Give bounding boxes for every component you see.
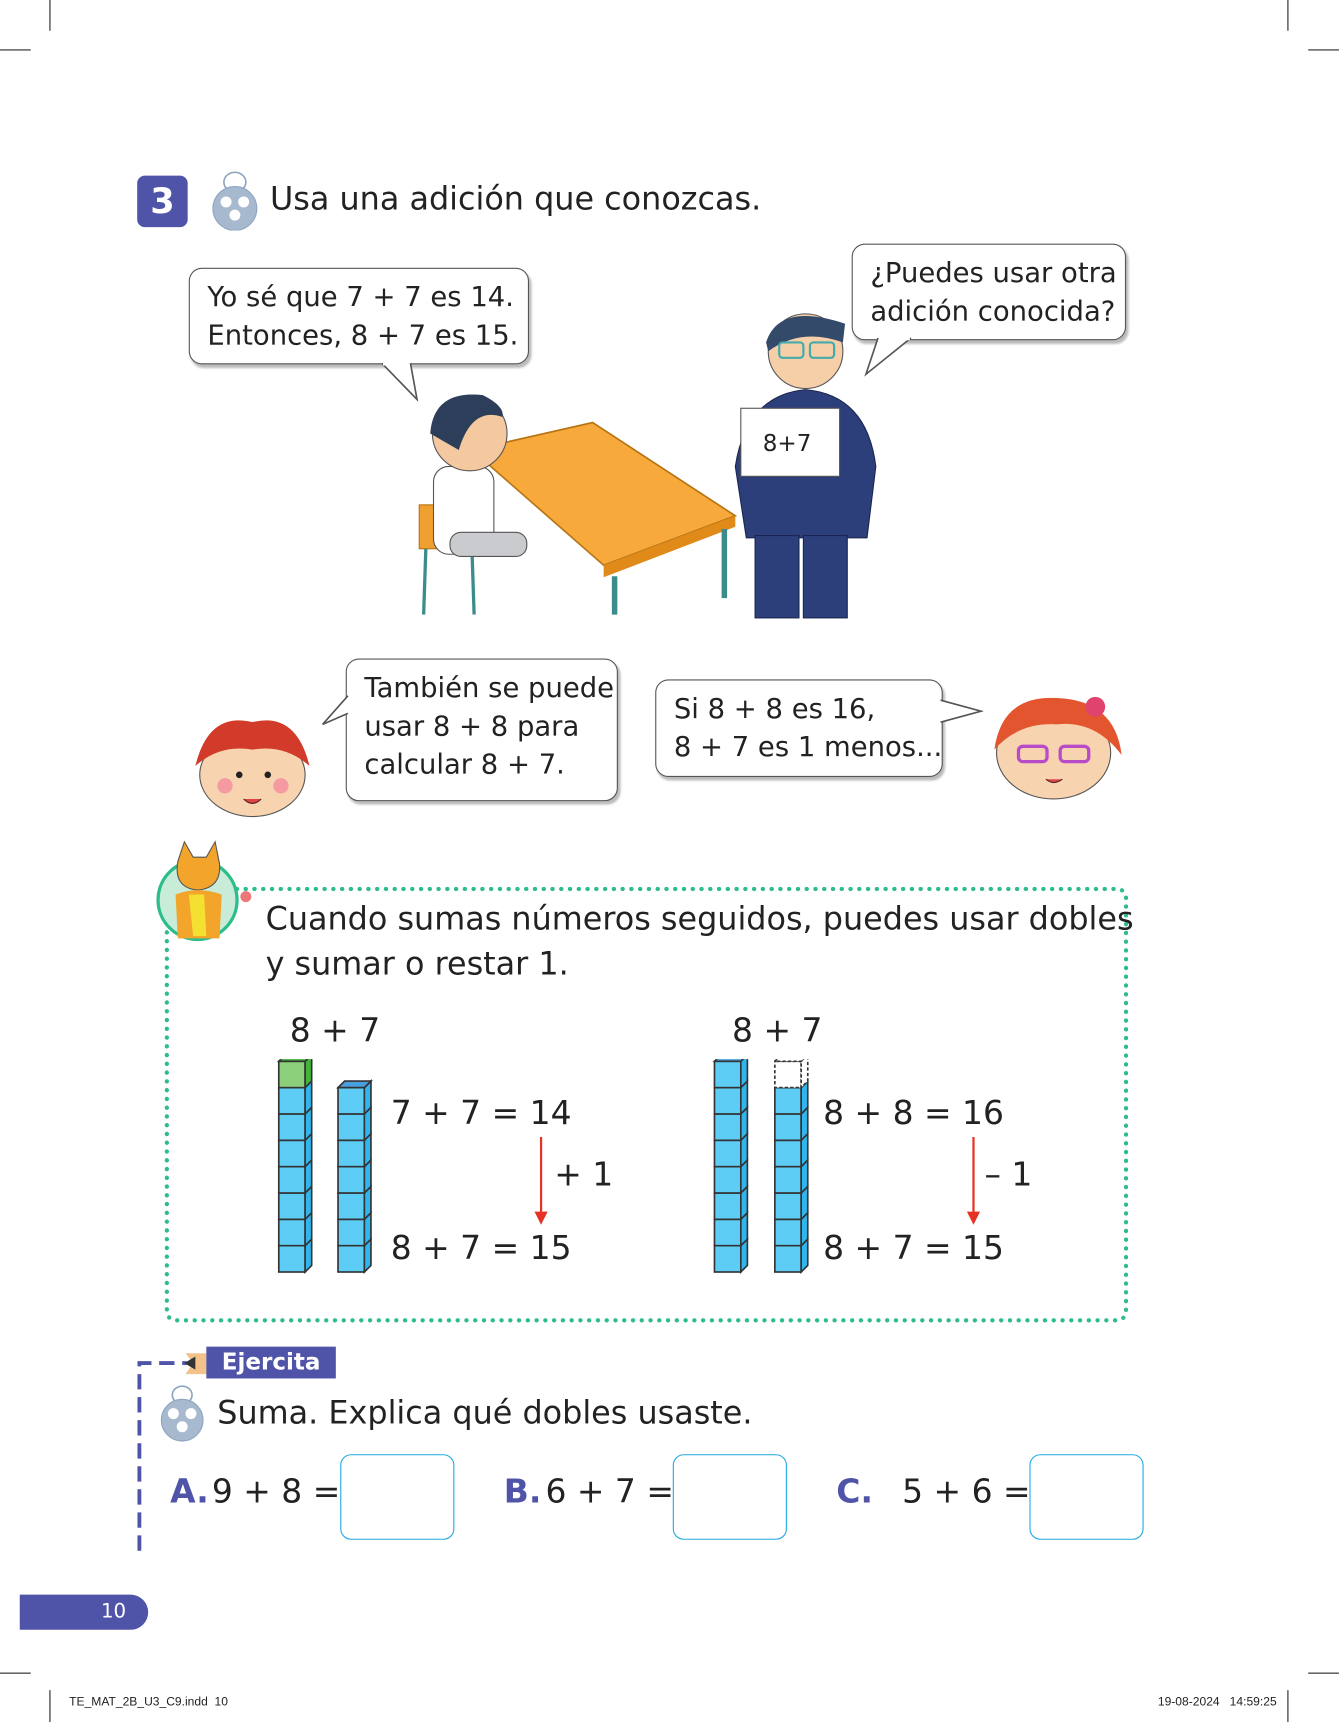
item-b-answer-box[interactable] bbox=[673, 1454, 787, 1540]
footer-file: TE_MAT_2B_U3_C9.indd 10 bbox=[69, 1695, 228, 1709]
group-work-icon bbox=[157, 1381, 207, 1442]
item-c-letter: C. bbox=[836, 1472, 873, 1512]
right-model-title: 8 + 7 bbox=[732, 1011, 823, 1051]
cube-towers-right bbox=[710, 1059, 820, 1278]
right-equation-1: 8 + 8 = 16 bbox=[823, 1094, 1004, 1133]
page-number: 10 bbox=[100, 1600, 127, 1624]
item-a-expression: 9 + 8 = bbox=[211, 1472, 341, 1512]
ejercita-label: Ejercita bbox=[206, 1347, 336, 1379]
bubble-tail bbox=[939, 698, 983, 731]
cat-mascot-icon bbox=[154, 840, 258, 944]
bubble-line: ¿Puedes usar otra bbox=[870, 256, 1117, 289]
practice-instruction: Suma. Explica qué dobles usaste. bbox=[217, 1393, 753, 1432]
down-arrow-icon bbox=[532, 1137, 550, 1227]
left-equation-2: 8 + 7 = 15 bbox=[390, 1229, 572, 1268]
missing-cube bbox=[775, 1059, 808, 1088]
cube-towers-left bbox=[274, 1059, 384, 1278]
crop-mark bbox=[49, 1690, 50, 1722]
bubble-line: También se puede bbox=[364, 671, 615, 704]
bubble-line: usar 8 + 8 para bbox=[364, 710, 580, 742]
crop-mark bbox=[0, 1673, 31, 1674]
footer-timestamp: 19-08-2024 14:59:25 bbox=[1157, 1695, 1277, 1709]
speech-bubble-student2 bbox=[346, 659, 618, 802]
bubble-line: adición conocida? bbox=[870, 295, 1116, 328]
exercise-number-badge: 3 bbox=[137, 176, 187, 228]
item-a-letter: A. bbox=[170, 1472, 209, 1512]
item-c-answer-box[interactable] bbox=[1029, 1454, 1143, 1540]
crop-mark bbox=[1308, 1673, 1339, 1674]
speech-bubble-teacher bbox=[852, 244, 1126, 341]
bubble-line: Yo sé que 7 + 7 es 14. bbox=[207, 280, 514, 313]
unit-cube bbox=[279, 1059, 312, 1088]
crop-mark bbox=[0, 49, 31, 50]
unit-cube bbox=[338, 1081, 371, 1114]
crop-mark bbox=[1287, 1690, 1288, 1722]
girl-avatar bbox=[986, 689, 1131, 803]
item-b-expression: 6 + 7 = bbox=[545, 1472, 674, 1512]
teacher-sign-text: 8+7 bbox=[762, 431, 812, 458]
classroom-illustration bbox=[406, 285, 889, 625]
crop-mark bbox=[49, 0, 50, 31]
left-step: + 1 bbox=[554, 1155, 614, 1195]
bubble-line: 8 + 7 es 1 menos... bbox=[673, 730, 943, 763]
tip-text-line1: Cuando sumas números seguidos, puedes usar dobles bbox=[265, 899, 1134, 938]
bubble-tail bbox=[320, 694, 349, 727]
bubble-line: calcular 8 + 7. bbox=[364, 748, 565, 781]
unit-cube bbox=[714, 1059, 747, 1088]
crop-mark bbox=[1287, 0, 1288, 31]
left-model-title: 8 + 7 bbox=[289, 1011, 381, 1051]
group-work-icon bbox=[209, 167, 262, 231]
tip-text-line2: y sumar o restar 1. bbox=[265, 944, 569, 983]
bubble-line: Si 8 + 8 es 16, bbox=[673, 692, 876, 725]
exercise-title: Usa una adición que conozcas. bbox=[269, 179, 762, 218]
page-number-tab bbox=[20, 1595, 148, 1630]
bubble-line: Entonces, 8 + 7 es 15. bbox=[207, 319, 519, 352]
down-arrow-icon bbox=[965, 1137, 983, 1227]
speech-bubble-student3 bbox=[655, 679, 943, 777]
right-step: – 1 bbox=[984, 1155, 1033, 1195]
item-a-answer-box[interactable] bbox=[340, 1454, 454, 1540]
item-b-letter: B. bbox=[503, 1472, 542, 1512]
boy-avatar bbox=[187, 711, 317, 821]
right-equation-2: 8 + 7 = 15 bbox=[823, 1229, 1004, 1268]
item-c-expression: 5 + 6 = bbox=[902, 1472, 1031, 1512]
crop-mark bbox=[1308, 49, 1339, 50]
left-equation-1: 7 + 7 = 14 bbox=[390, 1094, 572, 1133]
